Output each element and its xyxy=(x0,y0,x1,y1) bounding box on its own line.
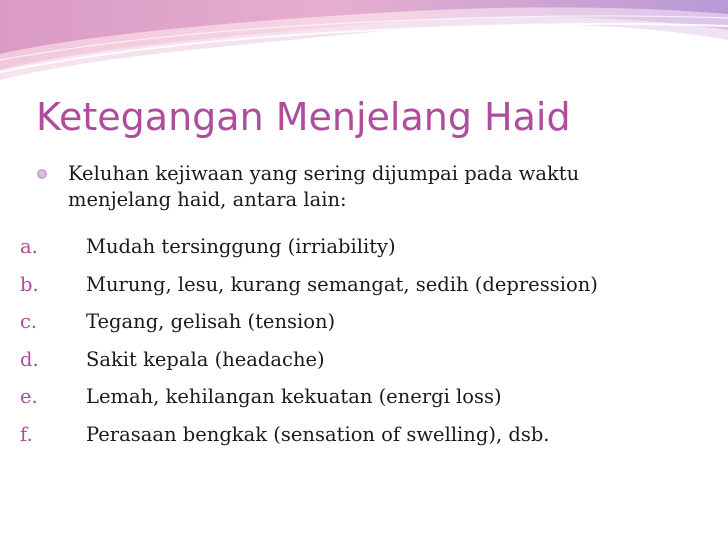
list-item-text: Murung, lesu, kurang semangat, sedih (depression) xyxy=(86,272,598,296)
list-item-text: Lemah, kehilangan kekuatan (energi loss) xyxy=(86,385,502,409)
list-item xyxy=(20,341,598,379)
slide-title: Ketegangan Menjelang Haid xyxy=(36,95,571,139)
list-marker: f. xyxy=(20,422,33,446)
list-marker: c. xyxy=(20,310,38,334)
list-item-text: Sakit kepala (headache) xyxy=(86,347,325,371)
list-marker: e. xyxy=(20,385,38,409)
list-item xyxy=(20,228,598,266)
list-item-text: Perasaan bengkak (sensation of swelling), dsb. xyxy=(86,422,550,446)
header-wave-decoration xyxy=(0,0,728,90)
list-item xyxy=(20,266,598,304)
symptom-list xyxy=(20,228,598,454)
list-item xyxy=(20,378,598,416)
list-marker: b. xyxy=(20,272,39,296)
bullet-icon xyxy=(36,168,48,180)
list-item xyxy=(20,303,598,341)
list-marker: d. xyxy=(20,347,39,371)
intro-text: Keluhan kejiwaan yang sering dijumpai pada waktu menjelang haid, antara lain: xyxy=(68,162,580,211)
list-item-text: Mudah tersinggung (irriability) xyxy=(86,235,396,258)
list-marker: a. xyxy=(20,235,38,258)
intro-bullet xyxy=(36,161,696,213)
list-item xyxy=(20,416,598,454)
list-item-text: Tegang, gelisah (tension) xyxy=(86,310,336,334)
